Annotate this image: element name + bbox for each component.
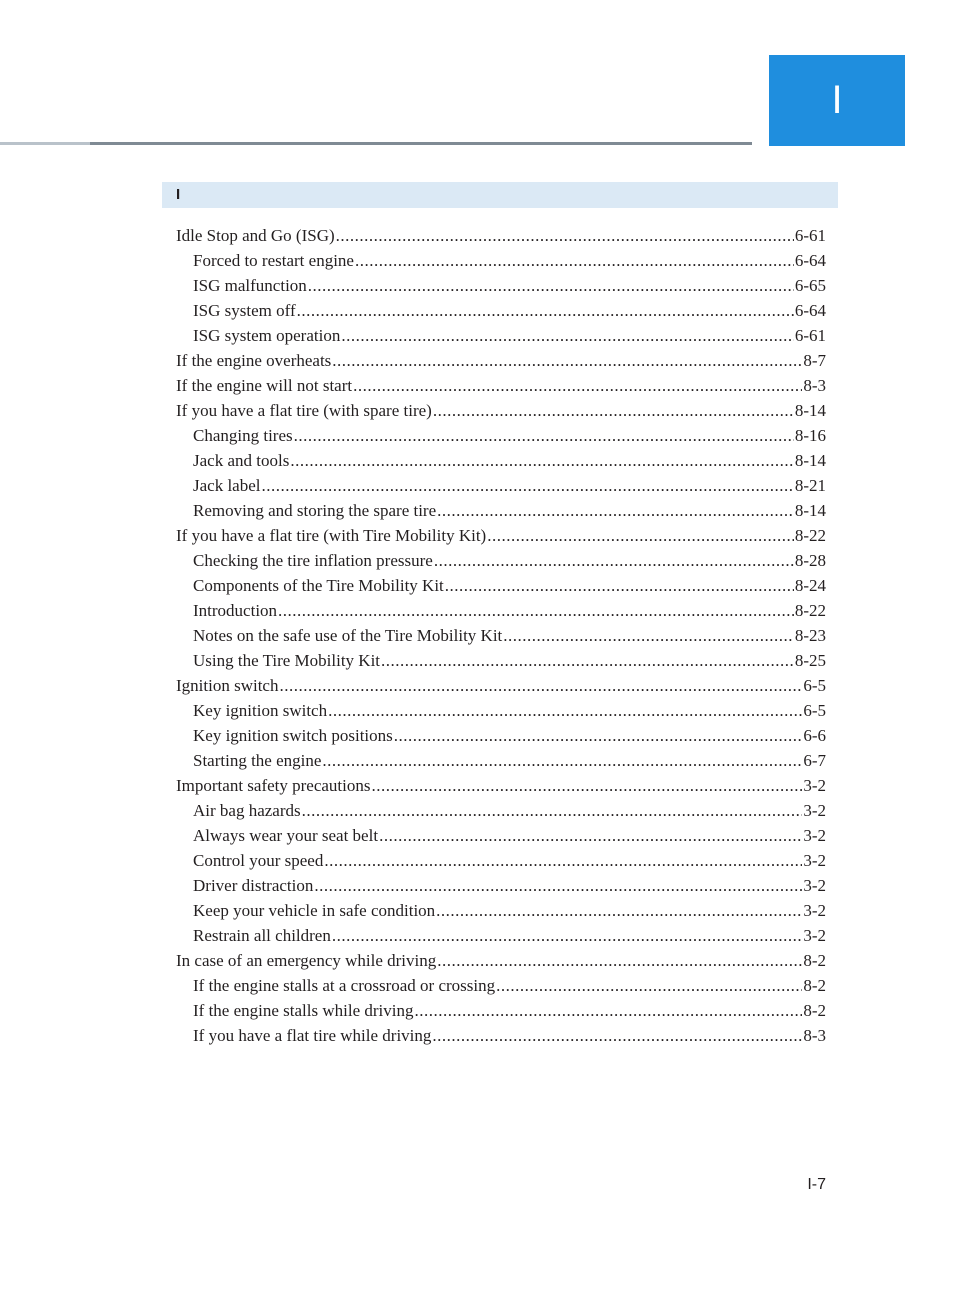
dot-leader <box>437 948 802 973</box>
dot-leader <box>279 673 802 698</box>
dot-leader <box>436 898 802 923</box>
header-rule-accent <box>0 142 90 145</box>
entry-page: 3-2 <box>803 776 826 795</box>
index-subentry <box>176 998 826 1023</box>
dot-leader <box>381 648 794 673</box>
index-subentry <box>176 848 826 873</box>
dot-leader <box>308 273 794 298</box>
entry-label: Control your speed <box>193 851 324 870</box>
dot-leader <box>372 773 803 798</box>
entry-page: 8-14 <box>794 501 826 520</box>
index-subentry <box>176 698 826 723</box>
entry-page: 6-5 <box>803 676 826 695</box>
entry-page: 6-7 <box>803 751 826 770</box>
entry-page: 8-24 <box>794 576 826 595</box>
entry-label: Starting the engine <box>193 751 322 770</box>
index-entry <box>176 523 826 548</box>
entry-page: 8-25 <box>794 651 826 670</box>
entry-page: 8-7 <box>803 351 826 370</box>
entry-label: Notes on the safe use of the Tire Mobility Kit <box>193 626 503 645</box>
dot-leader <box>503 623 794 648</box>
dot-leader <box>434 548 794 573</box>
index-entry <box>176 773 826 798</box>
dot-leader <box>496 973 802 998</box>
entry-label: If the engine stalls at a crossroad or crossing <box>193 976 496 995</box>
entry-page: 6-61 <box>794 226 826 245</box>
index-entry <box>176 398 826 423</box>
entry-label: Removing and storing the spare tire <box>193 501 437 520</box>
entry-label: Introduction <box>193 601 278 620</box>
entry-page: 3-2 <box>803 851 826 870</box>
entry-page: 8-2 <box>803 976 826 995</box>
dot-leader <box>353 373 802 398</box>
entry-label: Key ignition switch <box>193 701 328 720</box>
index-subentry <box>176 723 826 748</box>
index-subentry <box>176 323 826 348</box>
index-subentry <box>176 898 826 923</box>
dot-leader <box>414 998 802 1023</box>
entry-label: Keep your vehicle in safe condition <box>193 901 436 920</box>
entry-label: If you have a flat tire (with Tire Mobility Kit) <box>176 526 487 545</box>
dot-leader <box>297 298 794 323</box>
dot-leader <box>332 923 802 948</box>
section-heading: I <box>162 182 838 208</box>
entry-page: 6-65 <box>794 276 826 295</box>
index-subentry <box>176 623 826 648</box>
index-subentry <box>176 823 826 848</box>
dot-leader <box>278 598 794 623</box>
index-entry <box>176 223 826 248</box>
entry-label: In case of an emergency while driving <box>176 951 437 970</box>
entry-page: 6-5 <box>803 701 826 720</box>
dot-leader <box>294 423 794 448</box>
entry-label: If you have a flat tire (with spare tire) <box>176 401 432 420</box>
dot-leader <box>332 348 802 373</box>
entry-label: If you have a flat tire while driving <box>193 1026 432 1045</box>
entry-page: 6-64 <box>794 251 826 270</box>
entry-label: Always wear your seat belt <box>193 826 379 845</box>
entry-label: If the engine will not start <box>176 376 353 395</box>
entry-page: 8-23 <box>794 626 826 645</box>
index-entry <box>176 948 826 973</box>
index-subentry <box>176 473 826 498</box>
dot-leader <box>355 248 794 273</box>
index-subentry <box>176 548 826 573</box>
entry-label: Driver distraction <box>193 876 314 895</box>
dot-leader <box>432 1023 802 1048</box>
dot-leader <box>322 748 802 773</box>
entry-label: Checking the tire inflation pressure <box>193 551 433 570</box>
index-subentry <box>176 248 826 273</box>
entry-label: Key ignition switch positions <box>193 726 393 745</box>
entry-label: If the engine overheats <box>176 351 332 370</box>
entry-label: Forced to restart engine <box>193 251 354 270</box>
header-rule <box>0 142 752 145</box>
entry-label: Ignition switch <box>176 676 279 695</box>
dot-leader <box>324 848 802 873</box>
entry-page: 8-22 <box>794 601 826 620</box>
index-subentry <box>176 973 826 998</box>
index-subentry <box>176 798 826 823</box>
entry-label: Idle Stop and Go (ISG) <box>176 226 335 245</box>
index-entry <box>176 348 826 373</box>
entry-page: 8-22 <box>794 526 826 545</box>
index-subentry <box>176 448 826 473</box>
index-entry <box>176 673 826 698</box>
index-subentry <box>176 1023 826 1048</box>
entry-page: 3-2 <box>803 901 826 920</box>
entry-label: Changing tires <box>193 426 293 445</box>
index-subentry <box>176 748 826 773</box>
entry-page: 8-3 <box>803 1026 826 1045</box>
dot-leader <box>262 473 794 498</box>
index-subentry <box>176 573 826 598</box>
entry-label: ISG malfunction <box>193 276 307 295</box>
entry-page: 8-21 <box>794 476 826 495</box>
index-list <box>176 223 826 1048</box>
index-subentry <box>176 423 826 448</box>
dot-leader <box>328 698 802 723</box>
entry-page: 8-14 <box>794 401 826 420</box>
dot-leader <box>433 398 794 423</box>
index-subentry <box>176 923 826 948</box>
index-subentry <box>176 298 826 323</box>
dot-leader <box>394 723 803 748</box>
entry-page: 3-2 <box>803 801 826 820</box>
entry-page: 8-16 <box>794 426 826 445</box>
entry-page: 8-3 <box>803 376 826 395</box>
entry-page: 8-14 <box>794 451 826 470</box>
dot-leader <box>437 498 794 523</box>
index-subentry <box>176 648 826 673</box>
index-entry <box>176 373 826 398</box>
entry-page: 8-2 <box>803 1001 826 1020</box>
entry-label: Restrain all children <box>193 926 331 945</box>
chapter-tab: I <box>769 55 905 146</box>
index-subentry <box>176 498 826 523</box>
dot-leader <box>314 873 802 898</box>
entry-page: 6-61 <box>794 326 826 345</box>
index-subentry <box>176 273 826 298</box>
entry-label: Jack and tools <box>193 451 290 470</box>
entry-page: 3-2 <box>803 826 826 845</box>
index-subentry <box>176 873 826 898</box>
entry-label: Important safety precautions <box>176 776 371 795</box>
index-subentry <box>176 598 826 623</box>
entry-label: Jack label <box>193 476 261 495</box>
entry-page: 6-64 <box>794 301 826 320</box>
dot-leader <box>341 323 794 348</box>
entry-label: Components of the Tire Mobility Kit <box>193 576 444 595</box>
entry-page: 8-2 <box>803 951 826 970</box>
entry-page: 6-6 <box>803 726 826 745</box>
dot-leader <box>290 448 794 473</box>
entry-label: Using the Tire Mobility Kit <box>193 651 381 670</box>
entry-label: ISG system operation <box>193 326 341 345</box>
dot-leader <box>445 573 794 598</box>
entry-page: 3-2 <box>803 926 826 945</box>
entry-label: If the engine stalls while driving <box>193 1001 414 1020</box>
dot-leader <box>336 223 794 248</box>
entry-label: ISG system off <box>193 301 296 320</box>
entry-page: 8-28 <box>794 551 826 570</box>
dot-leader <box>379 823 802 848</box>
page-number: I-7 <box>807 1176 826 1193</box>
dot-leader <box>487 523 794 548</box>
entry-label: Air bag hazards <box>193 801 301 820</box>
dot-leader <box>302 798 803 823</box>
entry-page: 3-2 <box>803 876 826 895</box>
